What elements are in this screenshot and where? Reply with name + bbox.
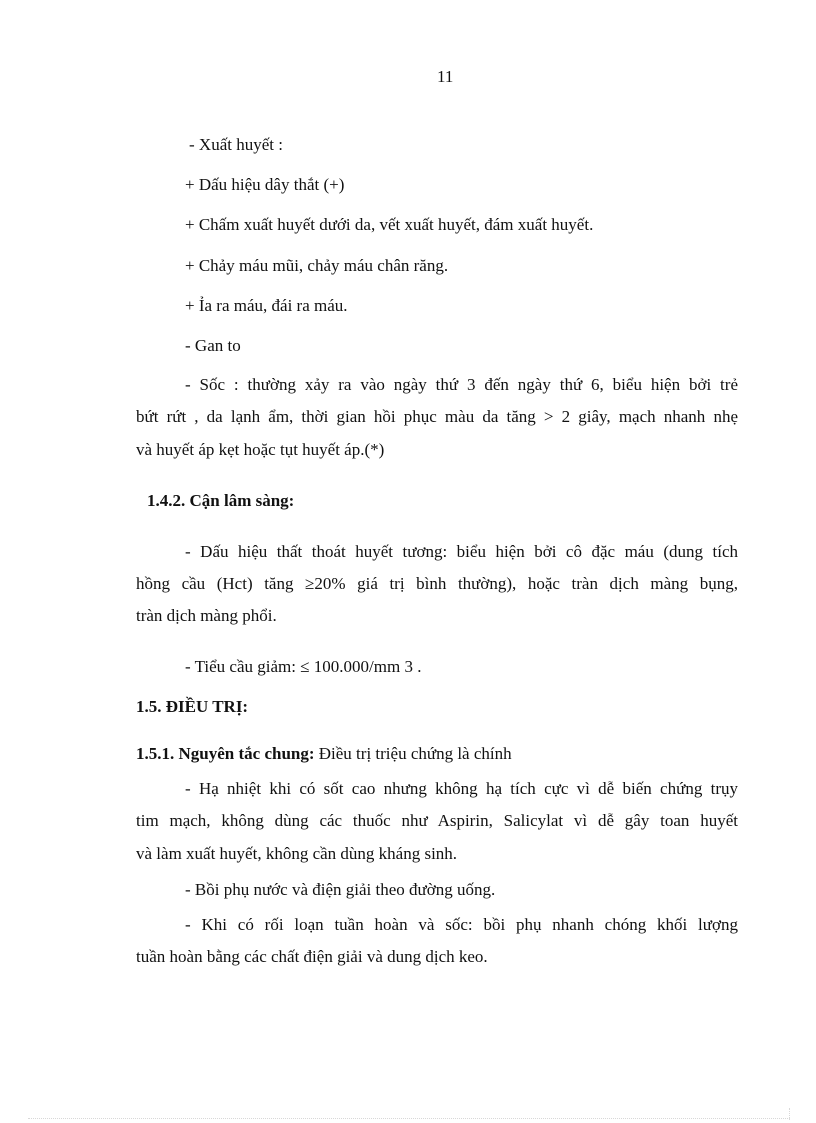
- text-line: và làm xuất huyết, không cần dùng kháng sinh.: [136, 844, 458, 863]
- text-line: - Gan to: [185, 336, 241, 355]
- text-line: hồng cầu (Hct) tăng ≥20% giá trị bình thường), hoặc tràn dịch màng bụng,: [136, 574, 738, 593]
- text-line: bứt rứt , da lạnh ẩm, thời gian hồi phục màu da tăng > 2 giây, mạch nhanh nhẹ: [136, 407, 738, 426]
- section-heading: 1.4.2. Cận lâm sàng:: [147, 491, 295, 510]
- text-line: - Dấu hiệu thất thoát huyết tương: biểu hiện bởi cô đặc máu (dung tích: [185, 542, 738, 561]
- text-line: - Tiểu cầu giảm: ≤ 100.000/mm 3 .: [185, 657, 422, 676]
- subsection-line: [136, 745, 512, 762]
- text-line: - Sốc : thường xảy ra vào ngày thứ 3 đến ngày thứ 6, biểu hiện bởi trẻ: [185, 375, 738, 394]
- text-line: - Bồi phụ nước và điện giải theo đường uống.: [185, 880, 496, 899]
- text-line: - Khi có rối loạn tuần hoàn và sốc: bồi phụ nhanh chóng khối lượng: [185, 915, 738, 934]
- section-heading: 1.5. ĐIỀU TRỊ:: [136, 697, 249, 716]
- page-border-corner: [789, 1108, 790, 1120]
- text-line: + Dấu hiệu dây thắt (+): [185, 175, 345, 194]
- subsection-heading: 1.5.1. Nguyên tắc chung:: [136, 744, 315, 763]
- text-line: + Chấm xuất huyết dưới da, vết xuất huyết, đám xuất huyết.: [185, 215, 594, 234]
- text-line: - Xuất huyết :: [189, 135, 283, 154]
- text-line: tim mạch, không dùng các thuốc như Aspirin, Salicylat vì dễ gây toan huyết: [136, 811, 738, 830]
- text-line: và huyết áp kẹt hoặc tụt huyết áp.(*): [136, 440, 385, 459]
- text-line: tuần hoàn bằng các chất điện giải và dung dịch keo.: [136, 947, 488, 966]
- text-line: + Chảy máu mũi, chảy máu chân răng.: [185, 256, 449, 275]
- subsection-text: Điều trị triệu chứng là chính: [314, 744, 512, 763]
- text-line: - Hạ nhiệt khi có sốt cao nhưng không hạ tích cực vì dễ biến chứng trụy: [185, 779, 738, 798]
- text-line: + Ỉa ra máu, đái ra máu.: [185, 296, 348, 315]
- page-number: 11: [437, 67, 454, 86]
- text-line: tràn dịch màng phổi.: [136, 606, 277, 625]
- page-border-bottom: [28, 1118, 790, 1119]
